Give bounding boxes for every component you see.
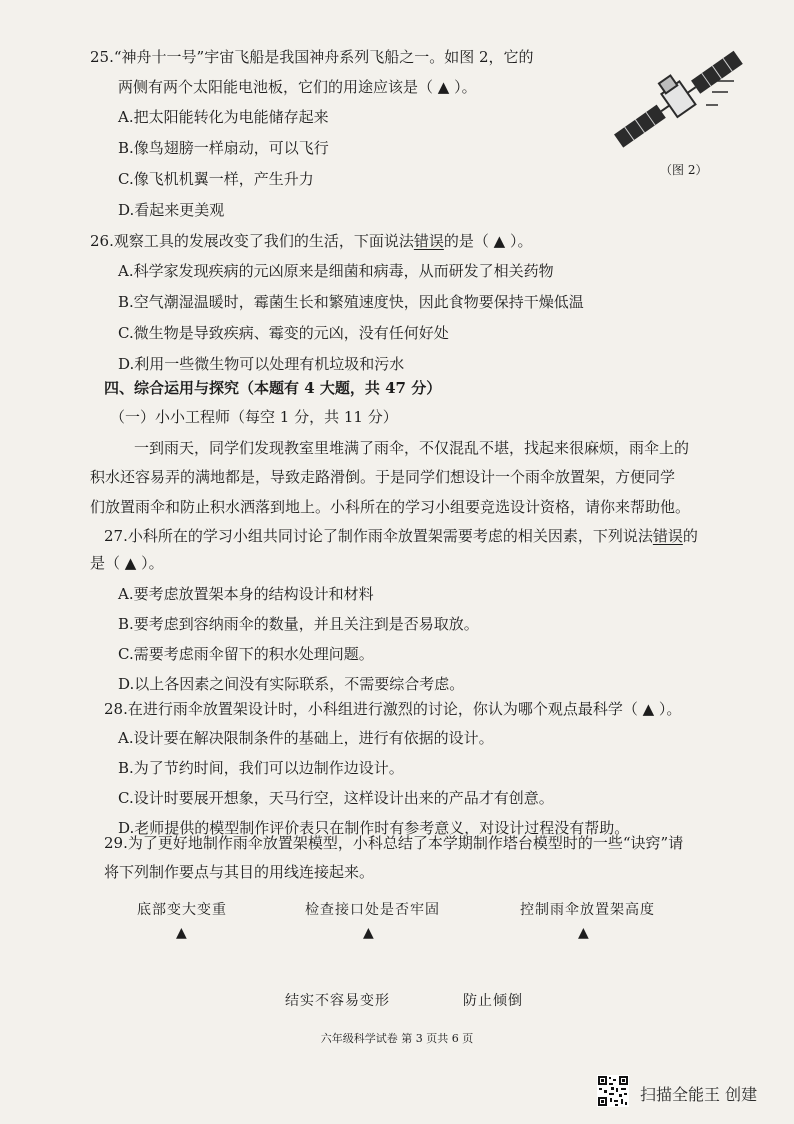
q28-stem: 28.在进行雨伞放置架设计时，小科组进行激烈的讨论，你认为哪个观点最科学（ ▲ ）。 <box>104 700 682 718</box>
q27-suffix: 的 <box>682 527 698 545</box>
q29-answer-marker-2: ▲ <box>363 925 374 941</box>
q26-emphasis: 错误 <box>413 232 444 250</box>
q29-top-item-1: 底部变大变重 <box>137 902 227 918</box>
q25-line2: 两侧有两个太阳能电池板，它们的用途应该是（ ▲ ）。 <box>118 78 477 96</box>
q25-option-b: B.像鸟翅膀一样扇动，可以飞行 <box>118 139 329 157</box>
q28-option-a: A.设计要在解决限制条件的基础上，进行有依据的设计。 <box>118 729 494 747</box>
q29-answer-marker-1: ▲ <box>176 925 187 941</box>
q26-option-d: D.利用一些微生物可以处理有机垃圾和污水 <box>118 355 405 373</box>
intro-line-1: 一到雨天，同学们发现教室里堆满了雨伞，不仅混乱不堪，找起来很麻烦，雨伞上的 <box>134 439 690 457</box>
q27-line2: 是（ ▲ ）。 <box>90 554 164 572</box>
q27-emphasis: 错误 <box>652 527 683 545</box>
q25-option-a: A.把太阳能转化为电能储存起来 <box>118 108 329 126</box>
q26-suffix: 的是（ ▲ ）。 <box>443 232 533 250</box>
q27-option-d: D.以上各因素之间没有实际联系，不需要综合考虑。 <box>118 675 465 693</box>
q26-stem <box>90 231 532 251</box>
q27-option-a: A.要考虑放置架本身的结构设计和材料 <box>118 585 374 603</box>
q27-option-b: B.要考虑到容纳雨伞的数量，并且关注到是否易取放。 <box>118 615 479 633</box>
q28-option-d: D.老师提供的模型制作评价表只在制作时有参考意义，对设计过程没有帮助。 <box>118 819 630 837</box>
q28-option-c: C.设计时要展开想象，天马行空，这样设计出来的产品才有创意。 <box>118 789 554 807</box>
scanner-watermark: 扫描全能王 创建 <box>640 1085 758 1104</box>
qr-code-icon <box>597 1075 629 1107</box>
intro-line-3: 们放置雨伞和防止积水洒落到地上。小科所在的学习小组要竞选设计资格，请你来帮助他。 <box>90 498 691 516</box>
q26-option-a: A.科学家发现疾病的元凶原来是细菌和病毒，从而研发了相关药物 <box>118 262 554 280</box>
q29-top-item-3: 控制雨伞放置架高度 <box>520 902 655 918</box>
q26-option-c: C.微生物是导致疾病、霉变的元凶，没有任何好处 <box>118 324 449 342</box>
q25-line1: 25.“神舟十一号”宇宙飞船是我国神舟系列飞船之一。如图 2，它的 <box>90 48 534 66</box>
q25-option-d: D.看起来更美观 <box>118 201 225 219</box>
q27-prefix: 27.小科所在的学习小组共同讨论了制作雨伞放置架需要考虑的相关因素，下列说法 <box>104 527 653 545</box>
q27-option-c: C.需要考虑雨伞留下的积水处理问题。 <box>118 645 374 663</box>
intro-line-2: 积水还容易弄的满地都是，导致走路滑倒。于是同学们想设计一个雨伞放置架，方便同学 <box>90 468 676 486</box>
q26-option-b: B.空气潮湿温暖时，霉菌生长和繁殖速度快，因此食物要保持干燥低温 <box>118 293 584 311</box>
q28-option-b: B.为了节约时间，我们可以边制作边设计。 <box>118 759 404 777</box>
section-4-title: 四、综合运用与探究（本题有 4 大题，共 47 分） <box>104 379 442 397</box>
q29-answer-marker-3: ▲ <box>578 925 589 941</box>
q27-stem <box>104 526 698 546</box>
q25-option-c: C.像飞机机翼一样，产生升力 <box>118 170 314 188</box>
q29-bottom-item-2: 防止倾倒 <box>463 993 523 1009</box>
q29-line1: 29.为了更好地制作雨伞放置架模型，小科总结了本学期制作塔台模型时的一些“诀窍”请 <box>104 834 684 852</box>
figure-2-caption: （图 2） <box>660 163 708 177</box>
q29-bottom-item-1: 结实不容易变形 <box>285 993 390 1009</box>
q29-top-item-2: 检查接口处是否牢固 <box>305 902 440 918</box>
q29-line2: 将下列制作要点与其目的用线连接起来。 <box>104 863 375 881</box>
q26-prefix: 26.观察工具的发展改变了我们的生活，下面说法 <box>90 232 414 250</box>
page-footer: 六年级科学试卷 第 3 页共 6 页 <box>320 1032 474 1045</box>
satellite-figure <box>604 45 754 155</box>
part-1-title: （一）小小工程师（每空 1 分，共 11 分） <box>110 408 398 426</box>
